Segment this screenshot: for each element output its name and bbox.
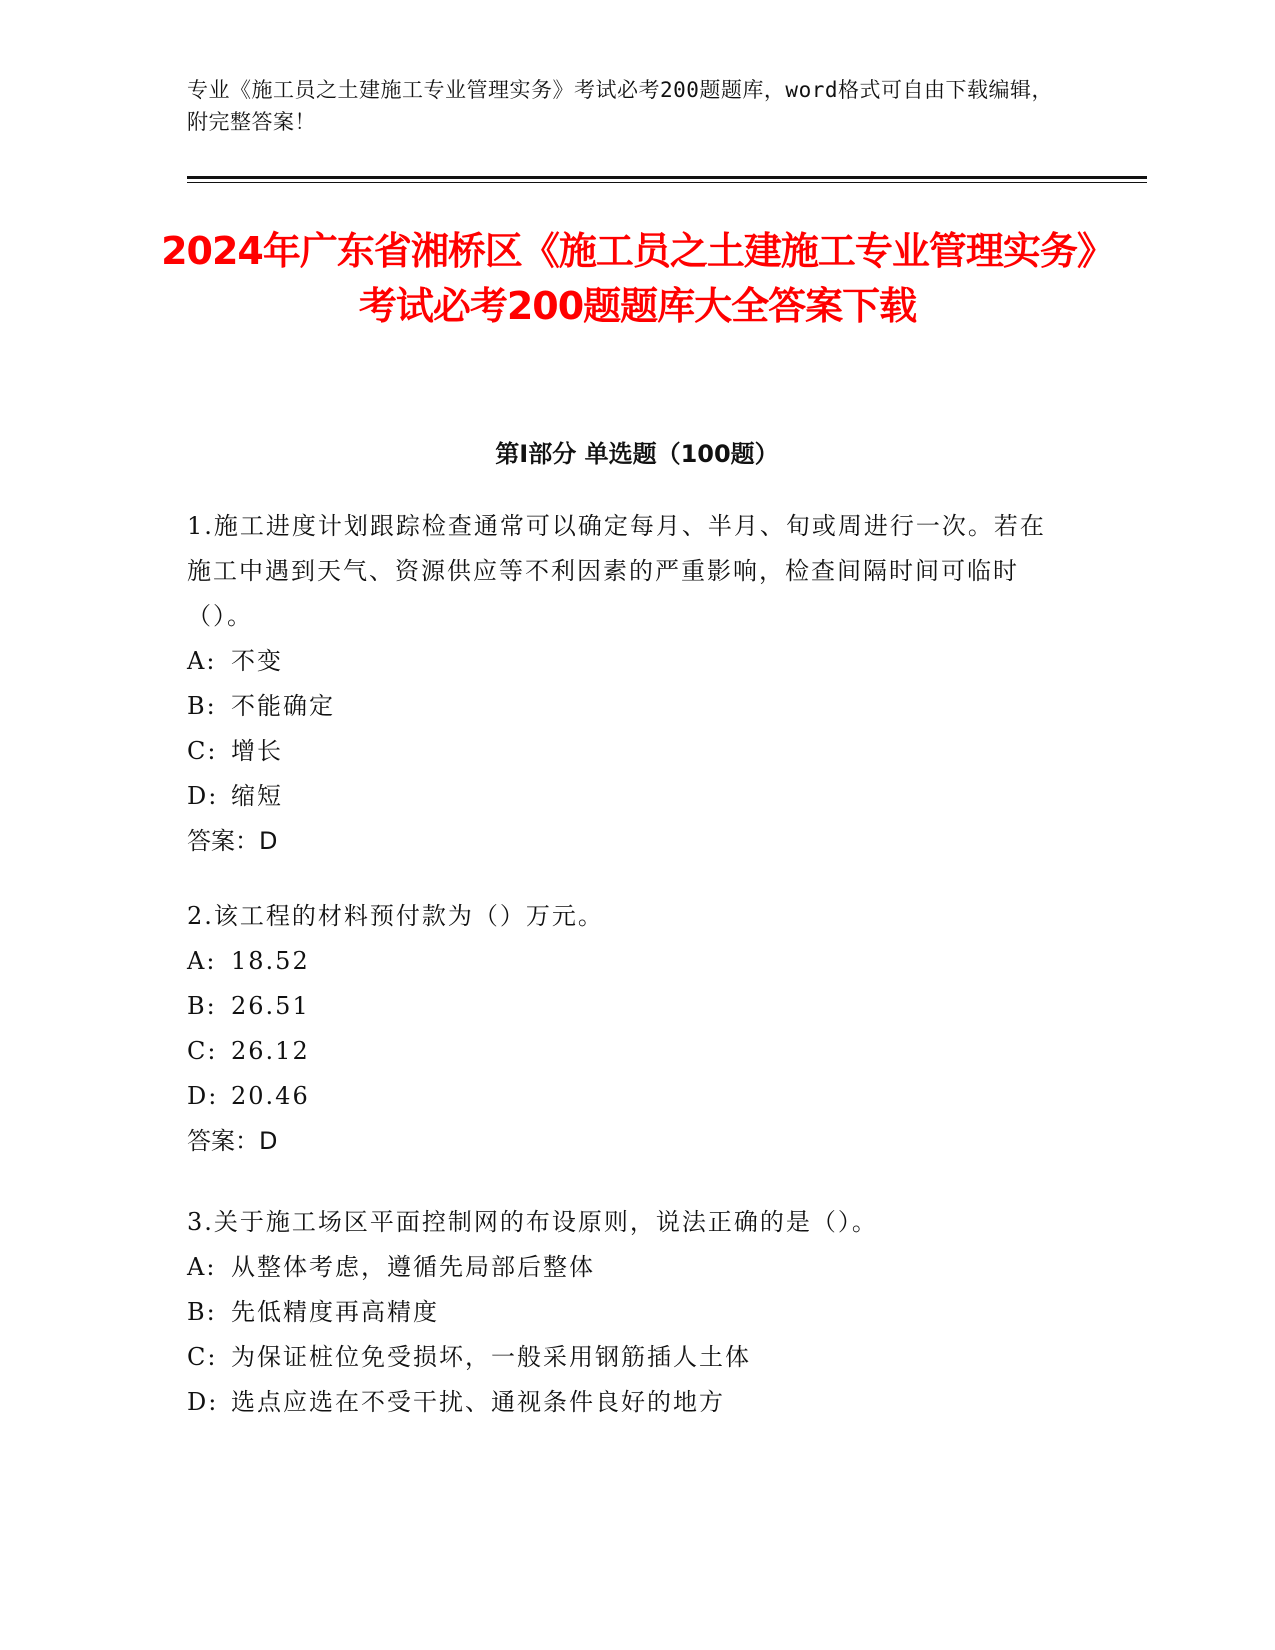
option-a [187,639,1067,684]
header-rule-thick [187,176,1147,179]
option-a [187,939,1067,984]
answer-line: 答案：D [187,1127,278,1155]
question-1 [187,504,1067,864]
option-letter: B: [187,1298,217,1326]
option-text: 为保证桩位免受损坏，一般采用钢筋插人土体 [231,1343,751,1371]
option-letter: D: [187,782,219,810]
option-letter: C: [187,737,218,765]
option-c [187,729,1067,774]
question-stem: 1.施工进度计划跟踪检查通常可以确定每月、半月、旬或周进行一次。若在施工中遇到天气、资源供应等不利因素的严重影响，检查间隔时间可临时（）。 [187,512,1046,630]
question-stem: 3.关于施工场区平面控制网的布设原则，说法正确的是（）。 [187,1208,878,1236]
option-a [187,1245,1067,1290]
option-letter: C: [187,1343,218,1371]
option-b [187,684,1067,729]
option-text: 缩短 [231,782,283,810]
option-text: 增长 [231,737,283,765]
question-2 [187,894,1067,1164]
option-text: 26.12 [231,1037,310,1065]
section-heading: 第I部分 单选题（100题） [495,440,779,468]
option-c [187,1335,1067,1380]
option-text: 不能确定 [231,692,335,720]
option-d [187,1380,1067,1425]
option-text: 先低精度再高精度 [231,1298,439,1326]
option-letter: B: [187,692,217,720]
option-d [187,774,1067,819]
option-b [187,1290,1067,1335]
document-title: 2024年广东省湘桥区《施工员之土建施工专业管理实务》考试必考200题题库大全答案下载 [161,229,1114,328]
option-letter: A: [187,647,217,675]
option-b [187,984,1067,1029]
option-letter: B: [187,992,217,1020]
option-text: 20.46 [231,1082,310,1110]
answer-line: 答案：D [187,827,278,855]
option-letter: C: [187,1037,218,1065]
header-note: 专业《施工员之土建施工专业管理实务》考试必考200题题库，word格式可自由下载编辑，附完整答案！ [187,78,1053,134]
option-c [187,1029,1067,1074]
option-letter: D: [187,1388,219,1416]
option-letter: D: [187,1082,219,1110]
option-text: 从整体考虑，遵循先局部后整体 [231,1253,595,1281]
option-letter: A: [187,947,217,975]
option-d [187,1074,1067,1119]
option-text: 26.51 [231,992,310,1020]
option-letter: A: [187,1253,217,1281]
option-text: 18.52 [231,947,310,975]
question-stem: 2.该工程的材料预付款为（）万元。 [187,902,604,930]
question-3 [187,1200,1067,1425]
header-rule-thin [187,182,1147,183]
option-text: 选点应选在不受干扰、通视条件良好的地方 [231,1388,725,1416]
option-text: 不变 [231,647,283,675]
